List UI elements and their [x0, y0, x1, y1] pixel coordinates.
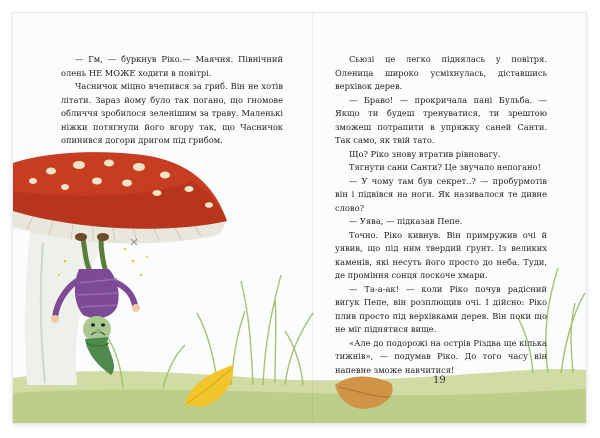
paragraph: — Браво! — прокричала пані Бульба. — Якщо ти будеш тренуватися, ти зрештою зможеш потрапити в упряжку саней Санти. Так само, як твій тато. — [335, 94, 547, 145]
right-page-text — [335, 53, 547, 377]
book-spread — [13, 13, 586, 423]
paragraph: — Та-а-ак! — коли Ріко почув радісний вигук Пепе, він розплющив очі. І дійсно: Ріко плив просто під верхівками дерев. Він поки що не міг піднятися вище. — [335, 283, 547, 334]
book-spine — [312, 13, 314, 423]
paragraph: Що? Ріко знову втратив рівновагу. — [349, 148, 501, 159]
paragraph: — У чому там був секрет..? — пробурмотів він і підвівся на ноги. Як називалося те дивне слово? — [335, 175, 547, 213]
paragraph: — Уява, — підказав Пепе. — [349, 216, 463, 226]
page-number: 19 — [433, 375, 446, 386]
paragraph: — Гм, — буркнув Ріко.— Маячня. Північний олень НЕ МОЖЕ ходити в повітрі. — [61, 54, 283, 78]
paragraph: Часничок міцно вчепився за гриб. Він не хотів літати. Зараз йому було так погано, що гномове обличчя зробилося зеленішим за траву. Маленькі ніжки потягнули його вгору так, що Часничок опинився догори дригом під грибом. — [61, 81, 283, 145]
mushroom-icon — [13, 152, 227, 385]
paragraph: «Але до подорожі на острів Різдва ще кілька тижнів», — подумав Ріко. До того часу він напевне зможе навчитися! — [335, 337, 547, 375]
paragraph: Сьюзі це легко піднялась у повітря. Оленица широко усміхнулась, діставшись верхівок дерев. — [335, 54, 547, 91]
left-page-text — [61, 53, 283, 148]
paragraph: Точно. Ріко кивнув. Він примружив очі й уявив, що під ним твердий ґрунт. Із великих каменів, які несуть його просто до неба. Туди, де проміння сонця лоскоче хмари. — [335, 229, 547, 280]
paragraph: Тягнути сани Санти? Це звучало непогано! — [349, 162, 541, 172]
